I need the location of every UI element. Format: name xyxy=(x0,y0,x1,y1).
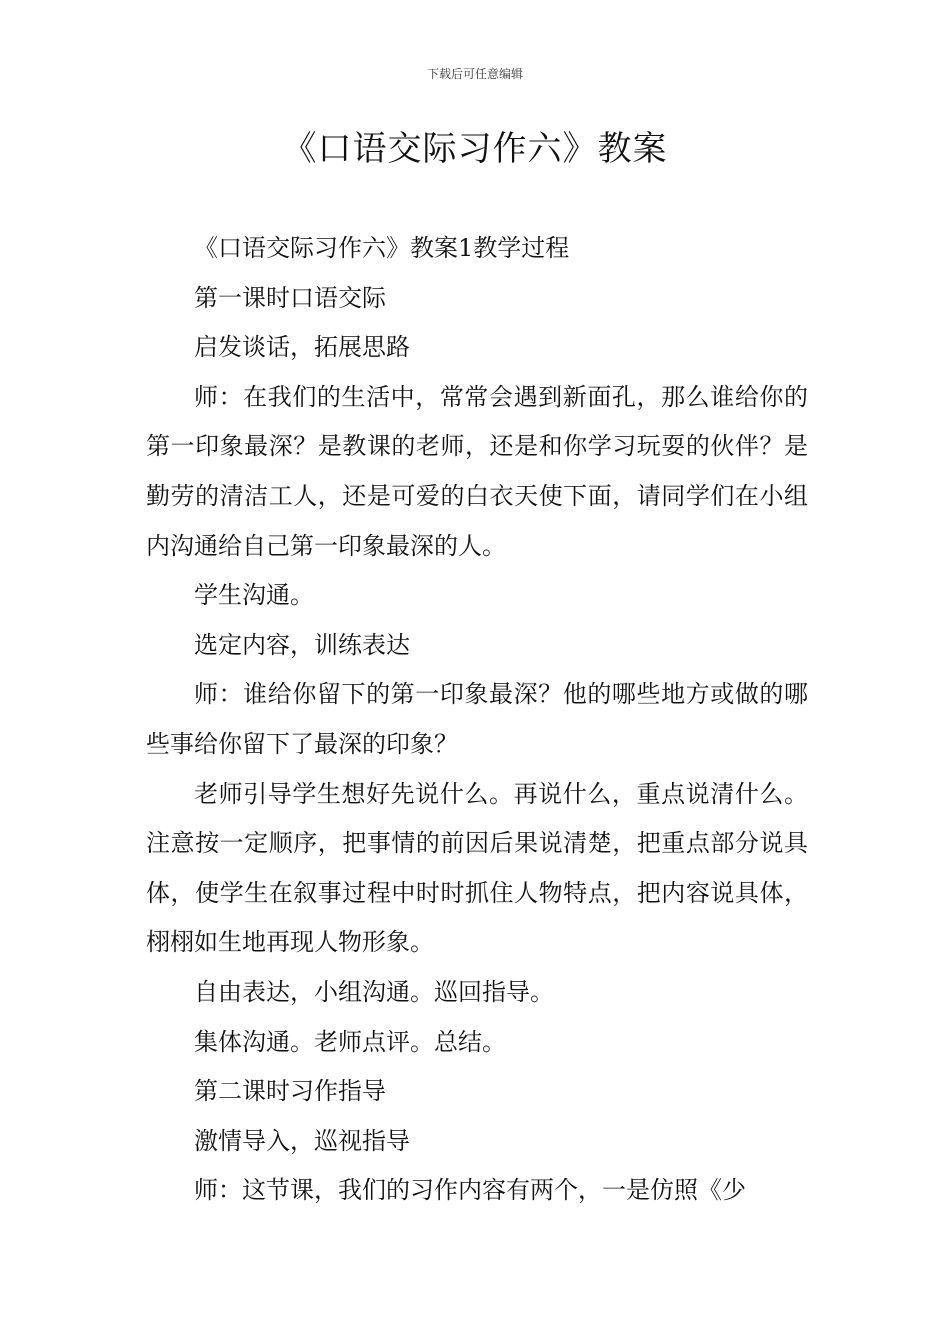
paragraph: 第二课时习作指导 xyxy=(194,1077,386,1106)
paragraph: 师：谁给你留下的第一印象最深？他的哪些地方或做的哪些事给你留下了最深的印象？ xyxy=(146,680,808,758)
paragraph: 《口语交际习作六》教案1教学过程 xyxy=(194,234,570,262)
paragraph: 师：这节课，我们的习作内容有两个，一是仿照《少 xyxy=(194,1176,746,1205)
page-header-note: 下载后可任意编辑 xyxy=(426,67,523,81)
paragraph: 学生沟通。 xyxy=(194,581,314,610)
document-title: 《口语交际习作六》教案 xyxy=(282,129,668,169)
paragraph: 选定内容，训练表达 xyxy=(194,630,410,659)
paragraph: 第一课时口语交际 xyxy=(194,283,386,312)
paragraph: 启发谈话，拓展思路 xyxy=(194,333,410,362)
paragraph: 老师引导学生想好先说什么。再说什么，重点说清什么。注意按一定顺序，把事情的前因后果说清楚，把重点部分说具体，使学生在叙事过程中时时抓住人物特点，把内容说具体，栩栩如生地再现人物形象。 xyxy=(146,779,808,957)
paragraph: 集体沟通。老师点评。总结。 xyxy=(194,1027,506,1056)
document-body xyxy=(146,224,808,1216)
paragraph: 师：在我们的生活中，常常会遇到新面孔，那么谁给你的第一印象最深？是教课的老师，还是和你学习玩耍的伙伴？是勤劳的清洁工人，还是可爱的白衣天使下面，请同学们在小组内沟通给自己第一印象最深的人。 xyxy=(146,382,808,560)
paragraph: 自由表达，小组沟通。巡回指导。 xyxy=(194,977,554,1006)
paragraph: 激情导入，巡视指导 xyxy=(194,1126,410,1155)
